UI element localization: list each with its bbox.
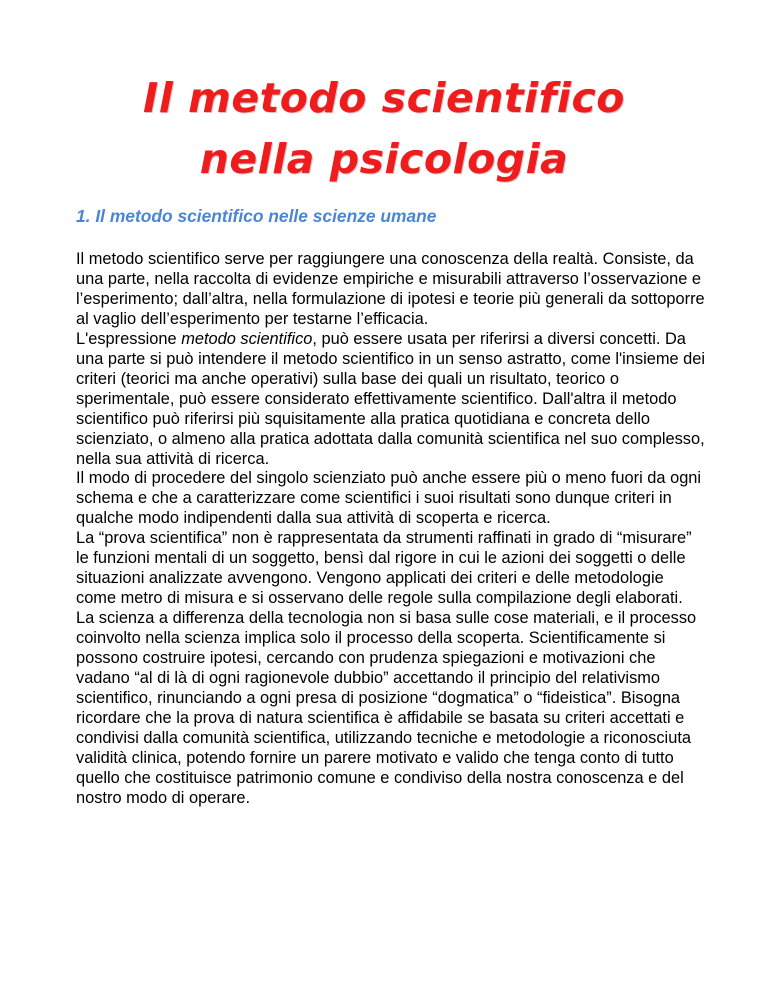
paragraph-4: La “prova scientifica” non è rappresentata da strumenti raffinati in grado di “misurare” le funzioni mentali di un soggetto, bensì dal rigore in cui le azioni dei soggetti o delle situazioni analizzate avvengono. Vengono applicati dei criteri e delle metodologie come metro di misura e si osservano delle regole sulla compilazione degli elaborati.	[76, 529, 692, 608]
title-line-1: Il metodo scientifico	[143, 74, 625, 122]
paragraph-1: Il metodo scientifico serve per raggiungere una conoscenza della realtà. Consiste, da una parte, nella raccolta di evidenze empiriche e misurabili attraverso l’osservazione e l’esperimento; dall’altra, nella formulazione di ipotesi e teorie più generali da sottoporre al vaglio dell’esperimento per testarne l’efficacia.	[76, 250, 705, 328]
paragraph-2-start: L'espressione	[76, 329, 182, 348]
paragraph-2	[76, 330, 706, 470]
document-title	[0, 68, 768, 190]
paragraph-2-rest: , può essere usata per riferirsi a diversi concetti. Da una parte si può intendere il metodo scientifico in un senso astratto, come l'insieme dei criteri (teorici ma anche operativi) sulla base dei quali un risultato, teorico o sperimentale, può essere considerato effettivamente scientifico. Dall'altra il metodo scientifico può riferirsi più squisitamente alla pratica quotidiana e concreta dello scienziato, o almeno alla pratica adottata dalla comunità scientifica nel suo complesso, nella sua attività di ricerca.	[76, 329, 706, 468]
paragraph-5: La scienza a differenza della tecnologia non si basa sulle cose materiali, e il processo coinvolto nella scienza implica solo il processo della scoperta. Scientificamente si possono costruire ipotesi, cercando con prudenza spiegazioni e motivazioni che vadano “al di là di ogni ragionevole dubbio” accettando il principio del relativismo scientifico, rinunciando a ogni presa di posizione “dogmatica” o “fideistica”. Bisogna ricordare che la prova di natura scientifica è affidabile se basata su criteri accettati e condivisi dalla comunità scientifica, utilizzando tecniche e metodologie a riconosciuta validità clinica, potendo fornire un parere motivato e valido che tenga conto di tutto quello che costituisce patrimonio comune e condiviso della nostra conoscenza e del nostro modo di operare.	[76, 609, 697, 807]
body-text	[76, 250, 706, 809]
paragraph-2-italic: metodo scientifico	[181, 329, 313, 348]
section-heading: 1. Il metodo scientifico nelle scienze umane	[76, 206, 437, 226]
title-line-2: nella psicologia	[199, 135, 569, 183]
paragraph-3: Il modo di procedere del singolo scienziato può anche essere più o meno fuori da ogni schema e che a caratterizzare come scientifici i suoi risultati sono dunque criteri in qualche modo indipendenti dalla sua attività di scoperta e ricerca.	[76, 469, 702, 528]
